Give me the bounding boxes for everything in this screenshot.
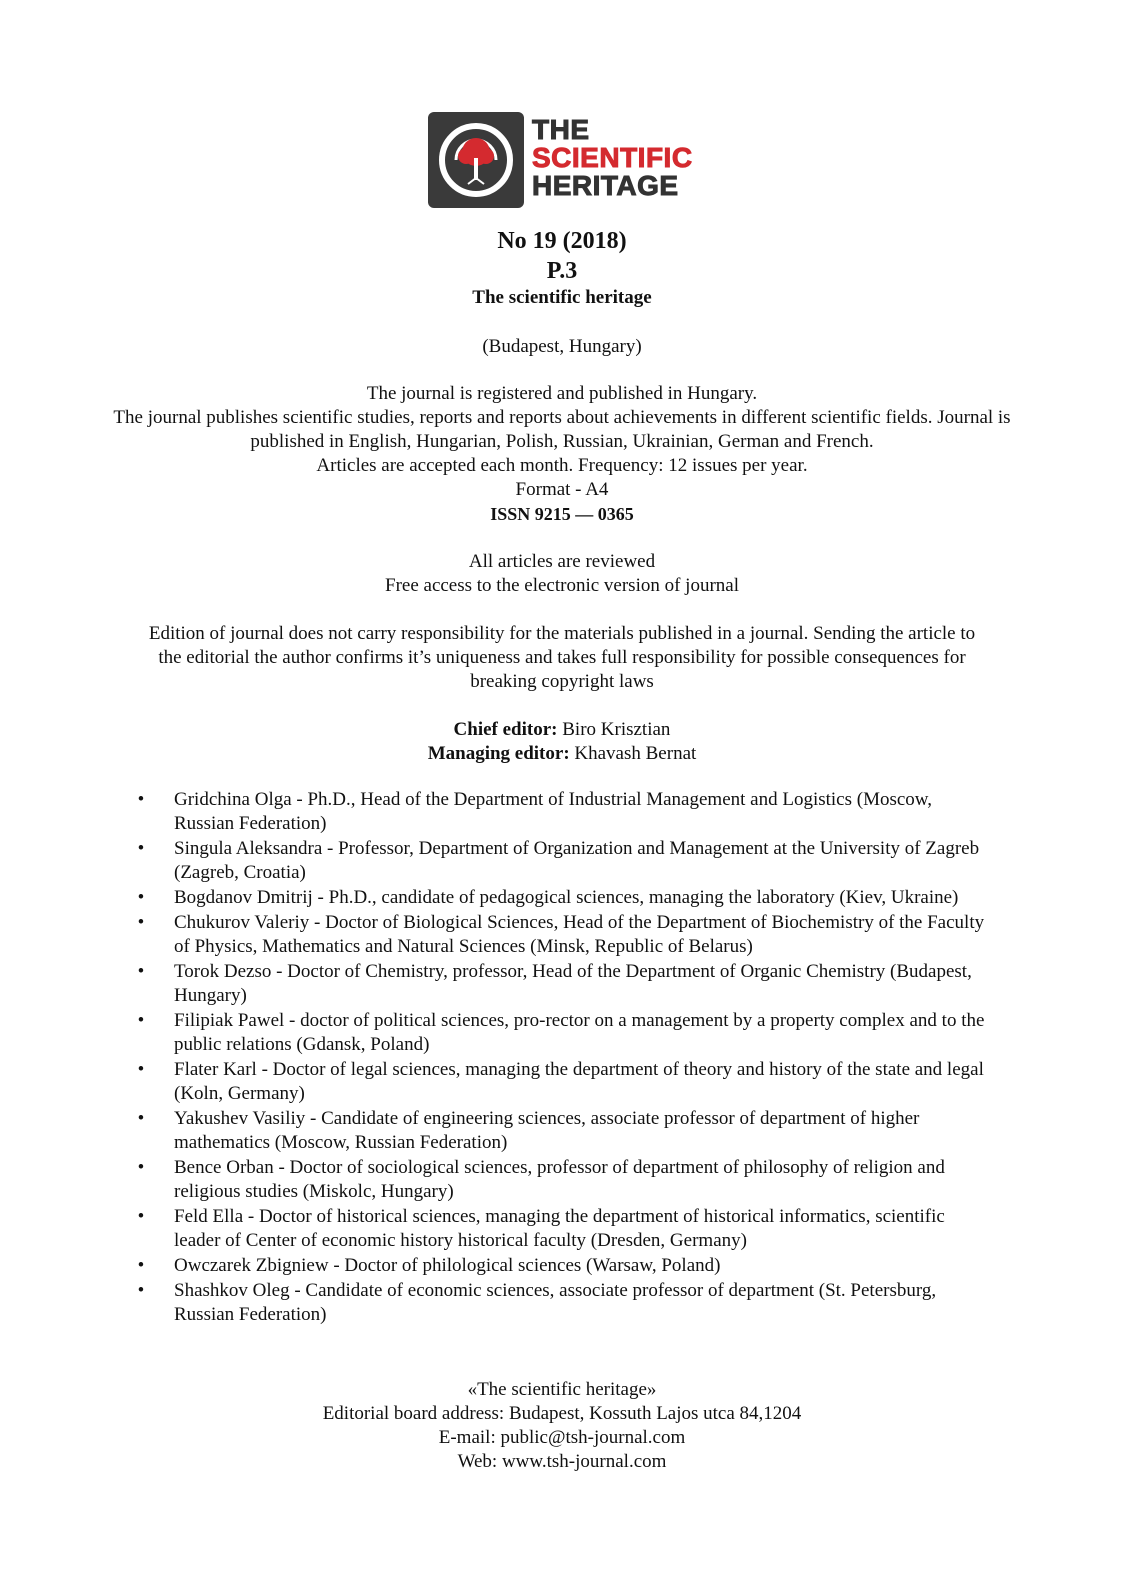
board-member-text: Yakushev Vasiliy - Candidate of engineering sciences, associate professor of department of higher mathematics (Moscow, Russian Federation) (174, 1108, 920, 1153)
journal-name: The scientific heritage (472, 287, 652, 308)
tree-in-circle-icon (428, 112, 524, 208)
contact-footer (100, 1378, 1024, 1474)
managing-editor-label: Managing editor: (427, 743, 570, 764)
board-member-text: Singula Aleksandra - Professor, Department of Organization and Management at the University of Zagreb (Zagreb, Croatia) (174, 838, 980, 883)
board-member (134, 1009, 994, 1057)
board-member (134, 1107, 994, 1155)
issue-number: No 19 (2018) (497, 228, 627, 254)
chief-editor (100, 718, 1024, 742)
board-member-text: Bogdanov Dmitrij - Ph.D., candidate of pedagogical sciences, managing the laboratory (Kiev, Ukraine) (174, 887, 959, 908)
board-member (134, 1279, 994, 1327)
bullet-icon: • (137, 1157, 145, 1178)
board-member (134, 837, 994, 885)
board-member-text: Gridchina Olga - Ph.D., Head of the Department of Industrial Management and Logistics (Moscow, Russian Federation) (174, 789, 933, 834)
journal-logo (428, 112, 708, 210)
board-member (134, 1156, 994, 1204)
board-member-text: Bence Orban - Doctor of sociological sciences, professor of department of philosophy of religion and religious studies (Miskolc, Hungary) (174, 1157, 945, 1202)
disclaimer: Edition of journal does not carry responsibility for the materials published in a journal. Sending the article to the editorial the author confirms it’s uniqueness and takes full responsibility for possible consequences for breaking copyright laws (148, 623, 976, 692)
board-member-text: Chukurov Valeriy - Doctor of Biological Sciences, Head of the Department of Biochemistry of the Faculty of Physics, Mathematics and Natural Sciences (Minsk, Republic of Belarus) (174, 912, 985, 957)
footer-address: Editorial board address: Budapest, Kossuth Lajos utca 84,1204 (322, 1403, 802, 1424)
editors (100, 718, 1024, 766)
bullet-icon: • (137, 1206, 145, 1227)
board-member-text: Flater Karl - Doctor of legal sciences, managing the department of theory and history of the state and legal (Koln, Germany) (174, 1059, 984, 1104)
bullet-icon: • (137, 838, 145, 859)
bullet-icon: • (137, 1255, 145, 1276)
footer-web[interactable]: Web: www.tsh-journal.com (457, 1451, 667, 1472)
bullet-icon: • (137, 912, 145, 933)
board-member-text: Filipiak Pawel - doctor of political sciences, pro-rector on a management by a property complex and to the public relations (Gdansk, Poland) (174, 1010, 985, 1055)
board-member-text: Feld Ella - Doctor of historical sciences, managing the department of historical informatics, scientific leader of Center of economic history historical faculty (Dresden, Germany) (174, 1206, 945, 1251)
review-info (100, 550, 1024, 598)
issn: ISSN 9215 — 0365 (490, 504, 634, 524)
bullet-icon: • (137, 961, 145, 982)
journal-format: Format - A4 (515, 479, 609, 500)
bullet-icon: • (137, 1010, 145, 1031)
board-member (134, 1205, 994, 1253)
board-member (134, 911, 994, 959)
intro-line: The journal is registered and published in Hungary. (366, 383, 758, 404)
editorial-board-list (134, 788, 994, 1328)
intro-line: The journal publishes scientific studies, reports and reports about achievements in different scientific fields. Journal is published in English, Hungarian, Polish, Russian, Ukrainian, German and French. (113, 407, 1011, 452)
managing-editor-name: Khavash Bernat (569, 743, 697, 764)
review-line: All articles are reviewed (468, 551, 656, 572)
board-member-text: Owczarek Zbigniew - Doctor of philological sciences (Warsaw, Poland) (174, 1255, 721, 1276)
board-member-text: Shashkov Oleg - Candidate of economic sciences, associate professor of department (St. Petersburg, Russian Federation) (174, 1280, 937, 1325)
board-member (134, 1254, 994, 1278)
chief-editor-label: Chief editor: (453, 719, 558, 740)
intro-line: Articles are accepted each month. Frequency: 12 issues per year. (316, 455, 808, 476)
logo-line-the: THE (532, 114, 590, 145)
chief-editor-name: Biro Krisztian (557, 719, 671, 740)
bullet-icon: • (137, 789, 145, 810)
access-line: Free access to the electronic version of journal (385, 575, 739, 596)
managing-editor (100, 742, 1024, 766)
bullet-icon: • (137, 1108, 145, 1129)
board-member (134, 886, 994, 910)
bullet-icon: • (137, 1059, 145, 1080)
footer-journal-name: «The scientific heritage» (467, 1379, 657, 1400)
logo-line-scientific: SCIENTIFIC (532, 142, 693, 173)
logo-emblem (428, 112, 524, 208)
board-member (134, 960, 994, 1008)
logo-wordmark (532, 116, 712, 200)
logo-line-heritage: HERITAGE (532, 170, 679, 201)
board-member (134, 788, 994, 836)
board-member (134, 1058, 994, 1106)
journal-location: (Budapest, Hungary) (482, 336, 642, 357)
footer-email[interactable]: E-mail: public@tsh-journal.com (438, 1427, 686, 1448)
journal-intro (100, 382, 1024, 478)
board-member-text: Torok Dezso - Doctor of Chemistry, professor, Head of the Department of Organic Chemistry (Budapest, Hungary) (174, 961, 972, 1006)
bullet-icon: • (137, 887, 145, 908)
issue-part: P.3 (546, 258, 578, 284)
bullet-icon: • (137, 1280, 145, 1301)
